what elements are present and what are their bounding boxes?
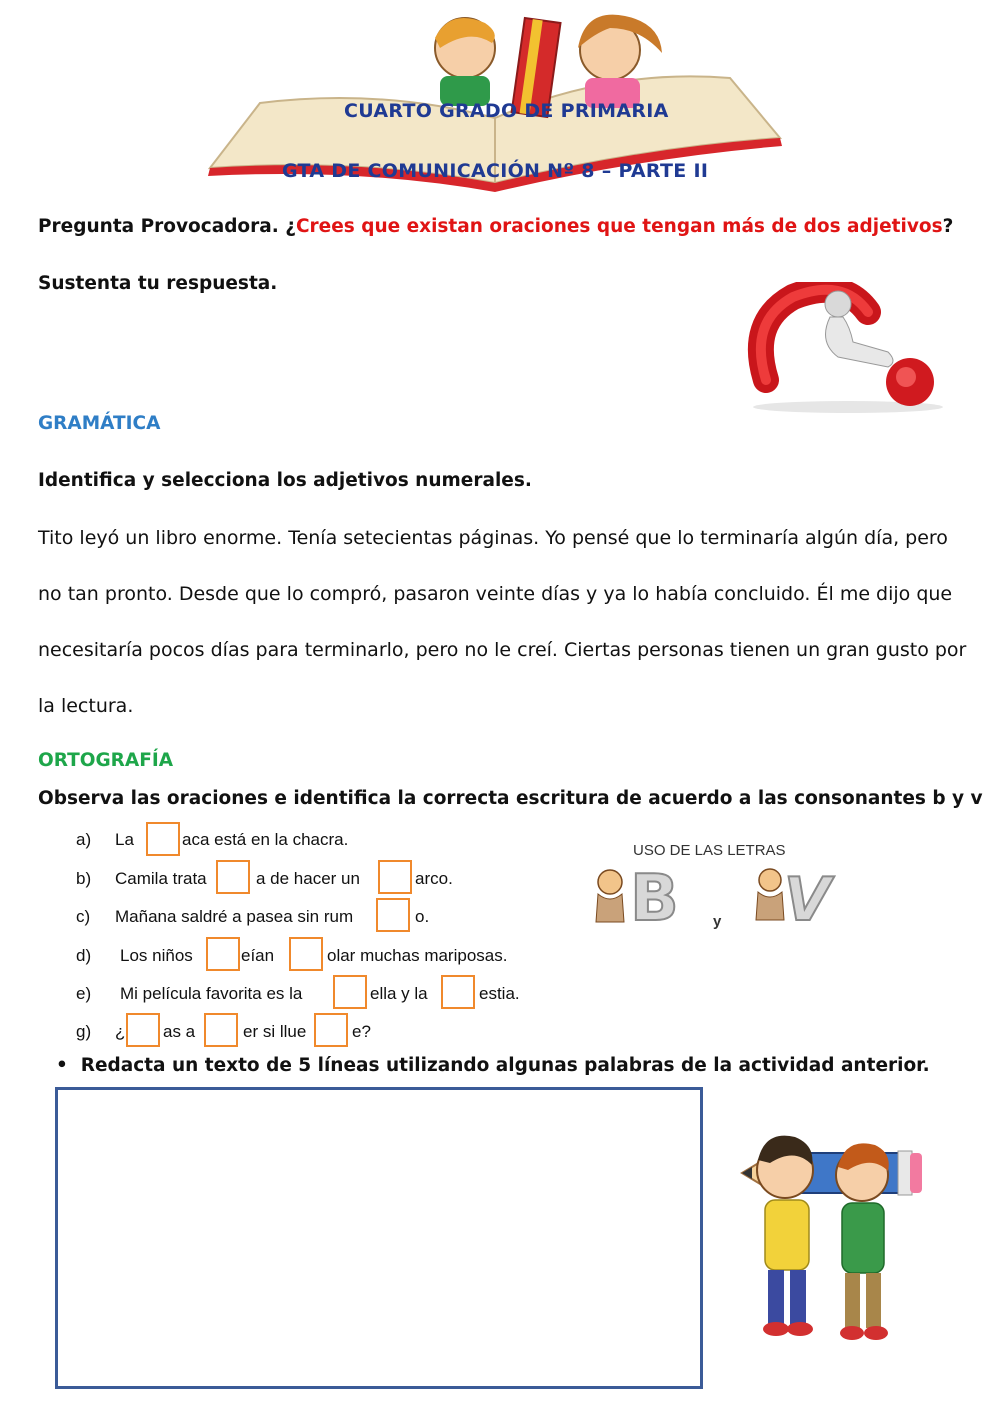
exercise-d-text-2: eían — [241, 946, 275, 965]
exercise-e-text-1: Mi película favorita es la — [120, 984, 303, 1003]
orthography-heading: ORTOGRAFÍA — [38, 750, 174, 771]
answer-box-a1[interactable] — [146, 822, 180, 856]
orthography-instruction: Observa las oraciones e identifica la correcta escritura de acuerdo a las consonantes b y v — [38, 788, 983, 809]
answer-box-g2[interactable] — [204, 1013, 238, 1047]
exercise-b-text-2: a de hacer un — [256, 869, 360, 888]
answer-box-e1[interactable] — [333, 975, 367, 1009]
letter-b-glyph: B — [630, 862, 679, 934]
exercise-a-label: a) — [76, 830, 92, 849]
answer-box-g1[interactable] — [126, 1013, 160, 1047]
provocative-question — [38, 216, 953, 237]
exercise-g-label: g) — [76, 1022, 92, 1041]
exercise-g-text-4: e? — [352, 1022, 371, 1041]
exercise-g-text-1: ¿ — [115, 1022, 126, 1041]
exercise-g-text-2: as a — [163, 1022, 196, 1041]
answer-box-c1[interactable] — [376, 898, 410, 932]
kids-with-pencil-illustration — [730, 1115, 930, 1370]
grammar-instruction: Identifica y selecciona los adjetivos numerales. — [38, 470, 532, 491]
letter-v-glyph: V — [784, 865, 831, 934]
question-highlight: Crees que existan oraciones que tengan más de dos adjetivos — [295, 216, 943, 237]
answer-box-b2[interactable] — [378, 860, 412, 894]
answer-box-e2[interactable] — [441, 975, 475, 1009]
writing-instruction-text: Redacta un texto de 5 líneas utilizando algunas palabras de la actividad anterior. — [80, 1055, 930, 1076]
answer-box-d2[interactable] — [289, 937, 323, 971]
reading-line-2[interactable]: no tan pronto. Desde que lo compró, pasaron veinte días y ya lo había concluido. Él me dijo que — [38, 583, 953, 605]
exercise-a-text-2: aca está en la chacra. — [182, 830, 349, 849]
writing-answer-box[interactable] — [55, 1087, 703, 1389]
question-suffix: ? — [942, 216, 954, 237]
answer-box-d1[interactable] — [206, 937, 240, 971]
exercise-c-text-1: Mañana saldré a pasea sin rum — [115, 907, 354, 926]
exercise-a-text-1: La — [115, 830, 134, 849]
answer-box-g3[interactable] — [314, 1013, 348, 1047]
exercise-e-label: e) — [76, 984, 92, 1003]
reading-line-4[interactable]: la lectura. — [38, 695, 134, 717]
exercise-g-text-3: er si llue — [243, 1022, 307, 1041]
exercise-d-label: d) — [76, 946, 92, 965]
exercise-c-text-2: o. — [415, 907, 430, 926]
reading-line-1[interactable]: Tito leyó un libro enorme. Tenía setecientas páginas. Yo pensé que lo terminaría algún día, pero — [38, 527, 948, 549]
grade-title: CUARTO GRADO DE PRIMARIA — [344, 100, 669, 122]
exercise-d-text-1: Los niños — [120, 946, 193, 965]
letters-card — [588, 834, 843, 934]
exercise-b-label: b) — [76, 869, 92, 888]
letters-b-v-illustration — [588, 862, 843, 934]
bullet-glyph: • — [56, 1055, 68, 1076]
support-instruction: Sustenta tu respuesta. — [38, 273, 278, 294]
grammar-heading: GRAMÁTICA — [38, 413, 161, 434]
question-prefix: Pregunta Provocadora. ¿ — [38, 216, 296, 237]
question-mark-figure-illustration — [738, 282, 948, 414]
answer-box-b1[interactable] — [216, 860, 250, 894]
exercise-b-text-3: arco. — [415, 869, 453, 888]
exercise-e-text-2: ella y la — [370, 984, 428, 1003]
letters-card-title: USO DE LAS LETRAS — [633, 842, 786, 859]
reading-line-3[interactable]: necesitaría pocos días para terminarlo, pero no le creí. Ciertas personas tienen un gran gusto por — [38, 639, 967, 661]
exercise-b-text-1: Camila trata — [115, 869, 207, 888]
exercise-d-text-3: olar muchas mariposas. — [327, 946, 508, 965]
exercise-e-text-3: estia. — [479, 984, 520, 1003]
exercise-c-label: c) — [76, 907, 91, 926]
writing-instruction — [56, 1055, 930, 1076]
letters-connector: y — [713, 913, 722, 930]
guide-title: GTA DE COMUNICACIÓN Nº 8 – PARTE II — [282, 160, 709, 182]
